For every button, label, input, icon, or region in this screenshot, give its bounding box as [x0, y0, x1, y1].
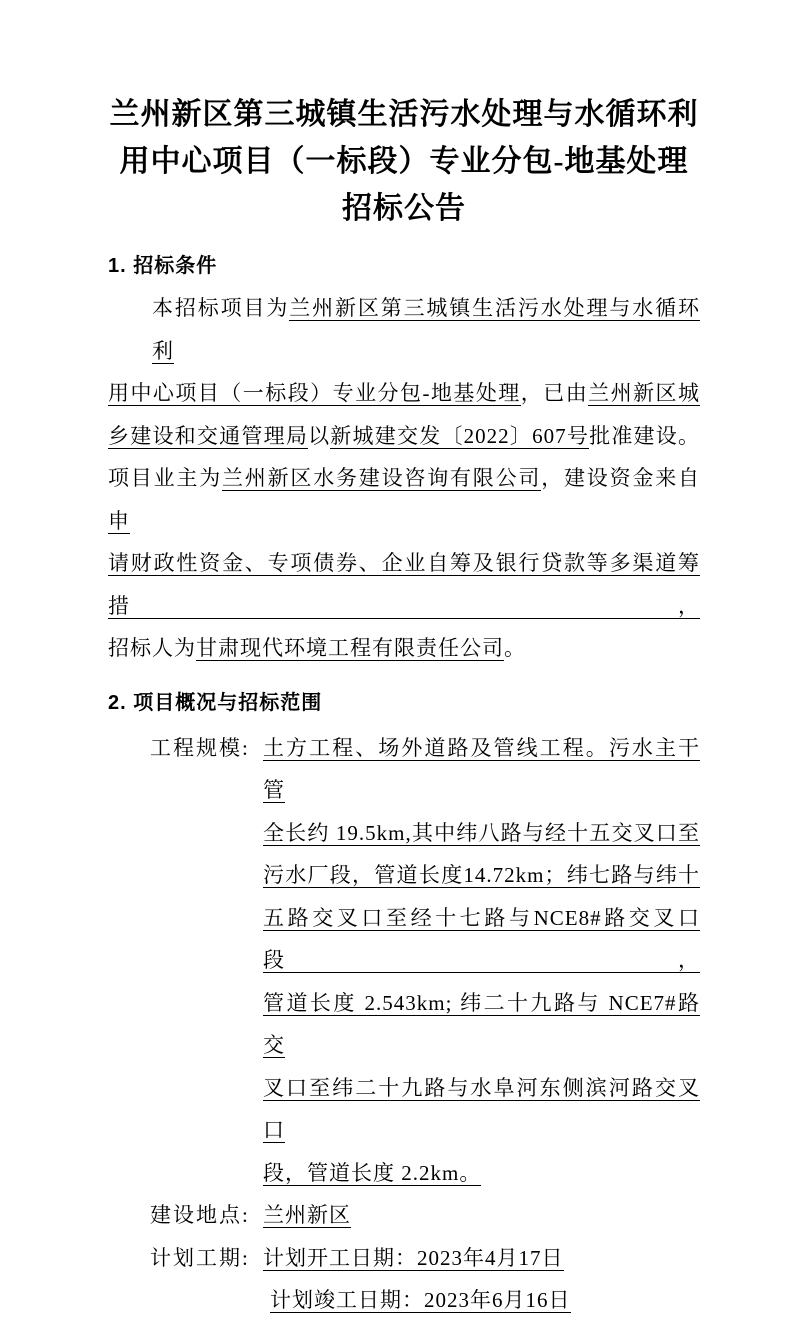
title-line-3: 招标公告 [342, 192, 466, 225]
text-segment: 。 [504, 636, 526, 660]
field-value-location [263, 1194, 700, 1237]
text-segment: 招标人为 [108, 636, 196, 660]
field-value-schedule [263, 1237, 700, 1322]
text-line [263, 897, 700, 982]
text-line [108, 542, 700, 627]
underlined-text-segment: 土方工程、场外道路及管线工程。污水主干管 [263, 735, 700, 802]
text-segment: ，已由 [520, 381, 589, 405]
text-segment: ，建设资金来自 [541, 466, 701, 490]
underlined-text-segment: 新城建交发〔2022〕607号 [330, 423, 590, 448]
document-page [0, 91, 800, 1312]
underlined-text-segment: 段，管道长度 2.2km。 [263, 1160, 482, 1185]
text-segment: 本招标项目为 [152, 296, 290, 320]
underlined-text-segment: 五路交叉口至经十七路与NCE8#路交叉口段， [263, 905, 700, 972]
underlined-text-segment: 兰州新区水务建设咨询有限公司 [222, 466, 542, 490]
underlined-text-segment: 全长约 19.5km,其中纬八路与经十五交叉口至 [263, 820, 700, 845]
field-row-location [150, 1194, 700, 1237]
underlined-text-segment: 乡建设和交通管理局 [108, 423, 309, 448]
underlined-text-segment: 请财政性资金、专项债券、企业自筹及银行贷款等多渠道筹措， [108, 551, 700, 618]
text-line [108, 415, 700, 458]
text-line [108, 457, 700, 542]
text-line [263, 1152, 700, 1195]
field-row-schedule [150, 1237, 700, 1322]
text-line [108, 372, 700, 415]
page-content [0, 91, 800, 1322]
field-value-project-scale [263, 727, 700, 1195]
field-row-project-scale [150, 727, 700, 1195]
underlined-text-segment: 甘肃现代环境工程有限责任公司 [196, 636, 504, 660]
text-line [263, 1237, 700, 1280]
text-segment: 批准建设。 [589, 423, 701, 448]
text-line [108, 627, 700, 670]
text-line [263, 812, 700, 855]
underlined-text-segment: 兰州新区 [263, 1203, 351, 1227]
project-fields [150, 727, 700, 1322]
underlined-text-segment: 管道长度 2.543km; 纬二十九路与 NCE7#路交 [263, 990, 700, 1057]
underlined-text-segment: 兰州新区第三城镇生活污水处理与水循环利 [152, 296, 700, 363]
underlined-text-segment: 叉口至纬二十九路与水阜河东侧滨河路交叉口 [263, 1075, 700, 1142]
underlined-text-segment: 用中心项目（一标段）专业分包-地基处理 [108, 381, 521, 405]
text-line [263, 1194, 700, 1237]
underlined-text-segment: 计划竣工日期：2023年6月16日 [270, 1288, 571, 1312]
title-line-1: 兰州新区第三城镇生活污水处理与水循环利 [109, 98, 699, 131]
text-line [263, 982, 700, 1067]
document-title [108, 91, 700, 232]
section-1-heading: 1. 招标条件 [108, 255, 218, 277]
text-segment: 项目业主为 [108, 466, 222, 490]
text-line [263, 1279, 700, 1322]
underlined-text-segment: 污水厂段，管道长度14.72km；纬七路与纬十 [263, 863, 700, 887]
section-2-heading: 2. 项目概况与招标范围 [108, 691, 323, 714]
field-label-project-scale: 工程规模: [150, 735, 250, 760]
field-label-schedule: 计划工期: [150, 1245, 250, 1270]
text-line [263, 727, 700, 812]
text-segment: 以 [308, 423, 331, 448]
field-label-location: 建设地点: [150, 1203, 250, 1227]
section-1-paragraph [108, 287, 700, 670]
text-line [263, 1067, 700, 1152]
underlined-text-segment: 计划开工日期：2023年4月17日 [263, 1245, 564, 1270]
text-line [108, 287, 700, 372]
underlined-text-segment: 申 [108, 508, 130, 533]
underlined-text-segment: 兰州新区城 [588, 381, 701, 405]
text-line [263, 854, 700, 897]
title-line-2: 用中心项目（一标段）专业分包-地基处理 [119, 145, 689, 178]
